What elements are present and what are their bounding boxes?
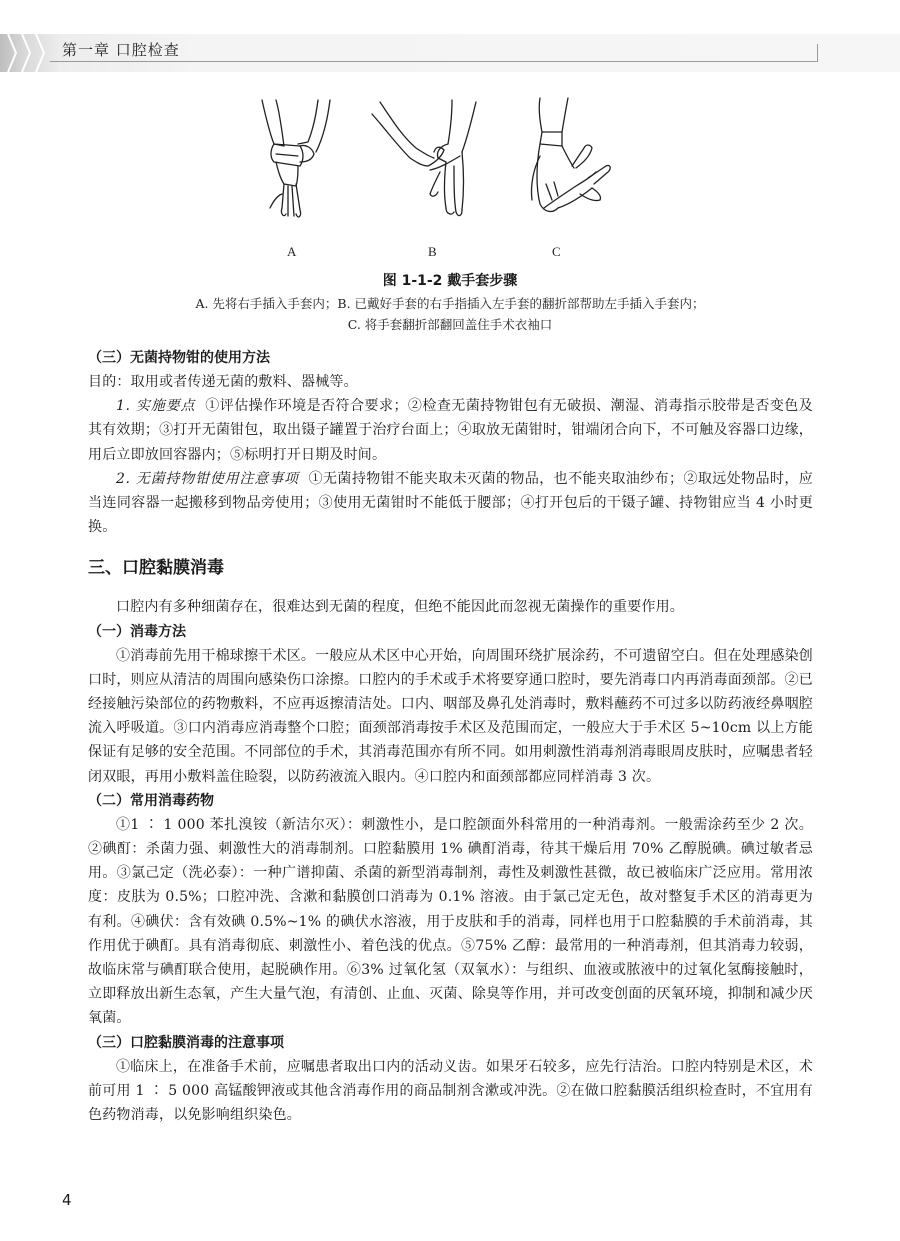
notes-text: ①临床上，在准备手术前，应嘱患者取出口内的活动义齿。如果牙石较多，应先行洁治。口腔内特别是术区，术前可用 1 ∶ 5 000 高锰酸钾液或其他含消毒作用的商品制剂含漱或冲洗。②在做口腔黏膜活组织检查时，不宜用有色药物消毒，以免影响组织染色。 bbox=[88, 1058, 813, 1124]
drugs-text: ①1 ∶ 1 000 苯扎溴铵（新洁尔灭）：刺激性小，是口腔颌面外科常用的一种消毒剂。一般需涂药至少 2 次。②碘酊：杀菌力强、刺激性大的消毒制剂。口腔黏膜用 1% 碘酊消毒，待其干燥后用 70% 乙醇脱碘。碘过敏者忌用。③氯己定（洗必泰）：一种广谱抑菌、杀菌的新型消毒制剂，毒性及刺激性甚微，故已被临床广泛应用。常用浓度：皮肤为 0.5%；口腔冲洗、含漱和黏膜创口消毒为 0.1% 溶液。由于氯己定无色，故对整复手术区的消毒更为有利。④碘伏：含有效碘 0.5%~1% 的碘伏水溶液，用于皮肤和手的消毒，同样也用于口腔黏膜的手术前消毒，其作用优于碘酊。具有消毒彻底、刺激性小、着色浅的优点。⑤75% 乙醇：最常用的一种消毒剂，但其消毒力较弱，故临床常与碘酊联合使用，起脱碘作用。⑥3% 过氧化氢（双氧水）：与组织、血液或脓液中的过氧化氢酶接触时，立即释放出新生态氧，产生大量气泡，有清创、止血、灭菌、除臭等作用，并可改变创面的厌氧环境，抑制和减少厌氧菌。 bbox=[88, 816, 813, 1027]
panel-label-b: B bbox=[428, 244, 437, 259]
figure-note-line2: C. 将手套翻折部翻回盖住手术衣袖口 bbox=[347, 317, 553, 332]
page-number: 4 bbox=[62, 1191, 72, 1209]
mucosa-intro: 口腔内有多种细菌存在，很难达到无菌的程度，但绝不能因此而忽视无菌操作的重要作用。 bbox=[116, 599, 684, 616]
chevron-decoration-icon bbox=[34, 34, 46, 72]
glove-steps-illustration bbox=[240, 96, 620, 266]
panel-label-c: C bbox=[552, 244, 561, 259]
forceps-point-2 bbox=[88, 467, 813, 540]
forceps-point-2-lead: 2. 无菌持物钳使用注意事项 bbox=[116, 470, 299, 487]
forceps-subsection-title: （三）无菌持物钳的使用方法 bbox=[88, 350, 270, 366]
figure-note-line1: A. 先将右手插入手套内；B. 已戴好手套的右手指插入左手套的翻折部帮助左手插入手套内； bbox=[195, 296, 705, 311]
chevron-decoration-icon bbox=[6, 34, 18, 72]
panel-c-hands-icon bbox=[531, 98, 610, 211]
notes-subsection-title: （三）口腔黏膜消毒的注意事项 bbox=[88, 1034, 284, 1051]
forceps-point-2-text: ①无菌持物钳不能夹取未灭菌的物品，也不能夹取油纱布；②取远处物品时，应当连同容器一起搬移到物品旁使用；③使用无菌钳时不能低于腰部；④打开包后的干镊子罐、持物钳应当 4 小时更换。 bbox=[88, 470, 813, 536]
forceps-point-1-lead: 1. 实施要点 bbox=[116, 398, 196, 415]
method-subsection-title: （一）消毒方法 bbox=[88, 623, 186, 640]
panel-label-a: A bbox=[287, 244, 297, 259]
chapter-title: 第一章 口腔检查 bbox=[62, 41, 180, 59]
panel-a-hands-icon bbox=[262, 100, 330, 217]
header-rule bbox=[50, 61, 818, 62]
drugs-subsection-title: （二）常用消毒药物 bbox=[88, 792, 214, 809]
method-text: ①消毒前先用干棉球擦干术区。一般应从术区中心开始，向周围环绕扩展涂药，不可遗留空白。但在处理感染创口时，则应从清洁的周围向感染伤口涂擦。口腔内的手术或手术将要穿通口腔时，要先消毒口内再消毒面颈部。②已经接触污染部位的药物敷料，不应再返擦清洁处。口内、咽部及鼻孔处消毒时，敷料蘸药不可过多以防药液经鼻咽腔流入呼吸道。③口内消毒应消毒整个口腔；面颈部消毒按手术区及范围而定，一般应大于手术区 5~10cm 以上方能保证有足够的安全范围。不同部位的手术，其消毒范围亦有所不同。如用刺激性消毒剂消毒眼周皮肤时，应嘱患者轻闭双眼，再用小敷料盖住睑裂，以防药液流入眼内。④口腔内和面颈部都应同样消毒 3 次。 bbox=[88, 647, 813, 785]
forceps-point-1 bbox=[88, 394, 813, 467]
chevron-decoration-icon bbox=[20, 34, 32, 72]
forceps-point-1-text: ①评估操作环境是否符合要求；②检查无菌持物钳包有无破损、潮湿、消毒指示胶带是否变色及其有效期；③打开无菌钳包，取出镊子罐置于治疗台面上；④取放无菌钳时，钳端闭合向下，不可触及容器口边缘，用后立即放回容器内；⑤标明打开日期及时间。 bbox=[88, 398, 813, 463]
forceps-purpose: 目的：取用或者传递无菌的敷料、器械等。 bbox=[88, 374, 358, 390]
panel-b-hands-icon bbox=[372, 100, 476, 216]
page-body bbox=[88, 346, 813, 1127]
figure-caption: 图 1-1-2 戴手套步骤 bbox=[382, 273, 518, 289]
mucosa-section-title: 三、口腔黏膜消毒 bbox=[88, 558, 224, 579]
header-tick bbox=[817, 44, 818, 62]
